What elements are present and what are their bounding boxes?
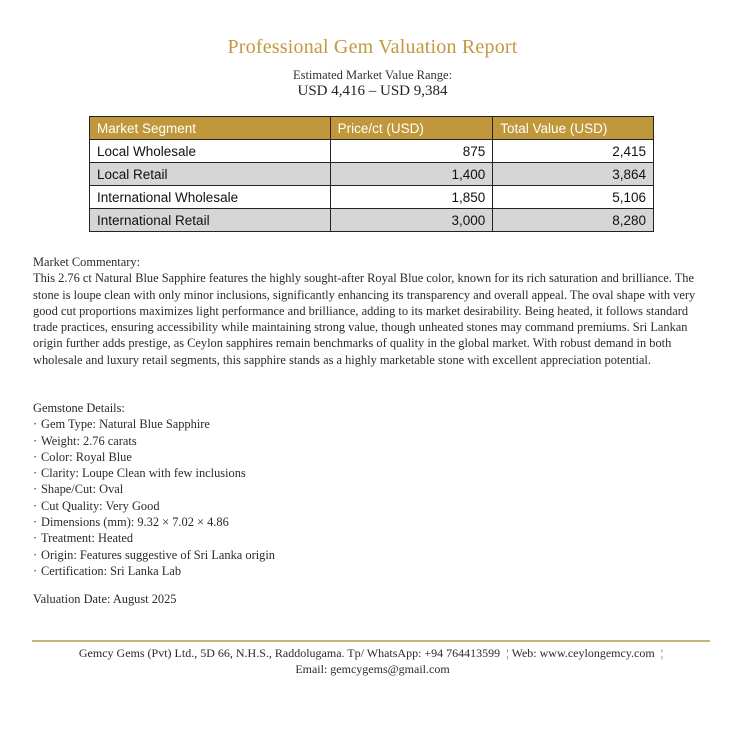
report-title: Professional Gem Valuation Report (227, 36, 518, 58)
price-cell: 1,400 (330, 163, 493, 186)
gemstone-details (33, 400, 713, 579)
table-row (90, 163, 654, 186)
price-cell: 3,000 (330, 209, 493, 232)
details-list (33, 416, 713, 579)
bullet-icon: · (33, 547, 38, 562)
column-header-price-per-ct: Price/ct (USD) (330, 117, 493, 140)
valuation-date: Valuation Date: August 2025 (33, 592, 177, 606)
footer-separator: ¦ (660, 646, 664, 660)
footer-web: Web: www.ceylongemcy.com (511, 646, 655, 660)
segment-cell: International Retail (90, 209, 331, 232)
footer-divider (32, 640, 710, 642)
column-header-segment: Market Segment (90, 117, 331, 140)
bullet-icon: · (33, 466, 38, 481)
footer (20, 645, 725, 677)
list-item: · Dimensions (mm): 9.32 × 7.02 × 4.86 (33, 515, 229, 530)
value-range-label: Estimated Market Value Range: (292, 68, 453, 82)
table-row (90, 140, 654, 163)
bullet-icon: · (33, 449, 38, 464)
list-item: · Treatment: Heated (33, 531, 134, 546)
list-item: · Gem Type: Natural Blue Sapphire (33, 417, 210, 432)
bullet-icon: · (33, 563, 38, 578)
commentary-text: This 2.76 ct Natural Blue Sapphire features the highly sought-after Royal Blue color, known for its rich saturation and brilliance. The stone is loupe clean with only minor inclusions, significantly enhancing its transparency and overall appeal. The oval shape with very good cut proportions maximizes light performance and brilliance, adding to its market desirability. Being heated, it follows standard trade practices, ensuring accessibility while maintaining strong value, though unheated stones may command premiums. Sri Lankan origin further adds prestige, as Ceylon sapphires remain benchmarks of quality in the global market. With robust demand in both wholesale and luxury retail segments, this sapphire stands as a highly marketable stone with excellent appreciation potential. (33, 271, 696, 367)
details-heading: Gemstone Details: (33, 401, 125, 415)
list-item: · Clarity: Loupe Clean with few inclusions (33, 466, 246, 481)
footer-company: Gemcy Gems (Pvt) Ltd., 5D 66, N.H.S., Raddolugama. Tp/ WhatsApp: +94 764413599 (78, 646, 501, 660)
valuation-table (89, 116, 654, 232)
bullet-icon: · (33, 498, 38, 513)
commentary-heading: Market Commentary: (33, 255, 141, 269)
list-item: · Weight: 2.76 carats (33, 433, 137, 448)
list-item: · Cut Quality: Very Good (33, 498, 160, 513)
price-cell: 1,850 (330, 186, 493, 209)
footer-separator: ¦ (506, 646, 509, 660)
bullet-icon: · (33, 417, 38, 432)
total-cell: 8,280 (493, 209, 654, 232)
bullet-icon: · (33, 531, 38, 546)
table-row (90, 186, 654, 209)
footer-email: Email: gemcygems@gmail.com (295, 662, 450, 676)
total-cell: 2,415 (493, 140, 654, 163)
footer-line-1 (20, 645, 725, 661)
bullet-icon: · (33, 515, 38, 530)
total-cell: 5,106 (493, 186, 654, 209)
table-row (90, 209, 654, 232)
segment-cell: Local Retail (90, 163, 331, 186)
table-header-row (90, 117, 654, 140)
value-range: USD 4,416 – USD 9,384 (297, 83, 448, 99)
total-cell: 3,864 (493, 163, 654, 186)
bullet-icon: · (33, 482, 38, 497)
list-item: · Color: Royal Blue (33, 449, 132, 464)
segment-cell: Local Wholesale (90, 140, 331, 163)
market-commentary (33, 254, 713, 368)
list-item: · Certification: Sri Lanka Lab (33, 563, 182, 578)
bullet-icon: · (33, 433, 38, 448)
price-cell: 875 (330, 140, 493, 163)
segment-cell: International Wholesale (90, 186, 331, 209)
list-item: · Origin: Features suggestive of Sri Lanka origin (33, 547, 276, 562)
list-item: · Shape/Cut: Oval (33, 482, 124, 497)
column-header-total-value: Total Value (USD) (493, 117, 654, 140)
